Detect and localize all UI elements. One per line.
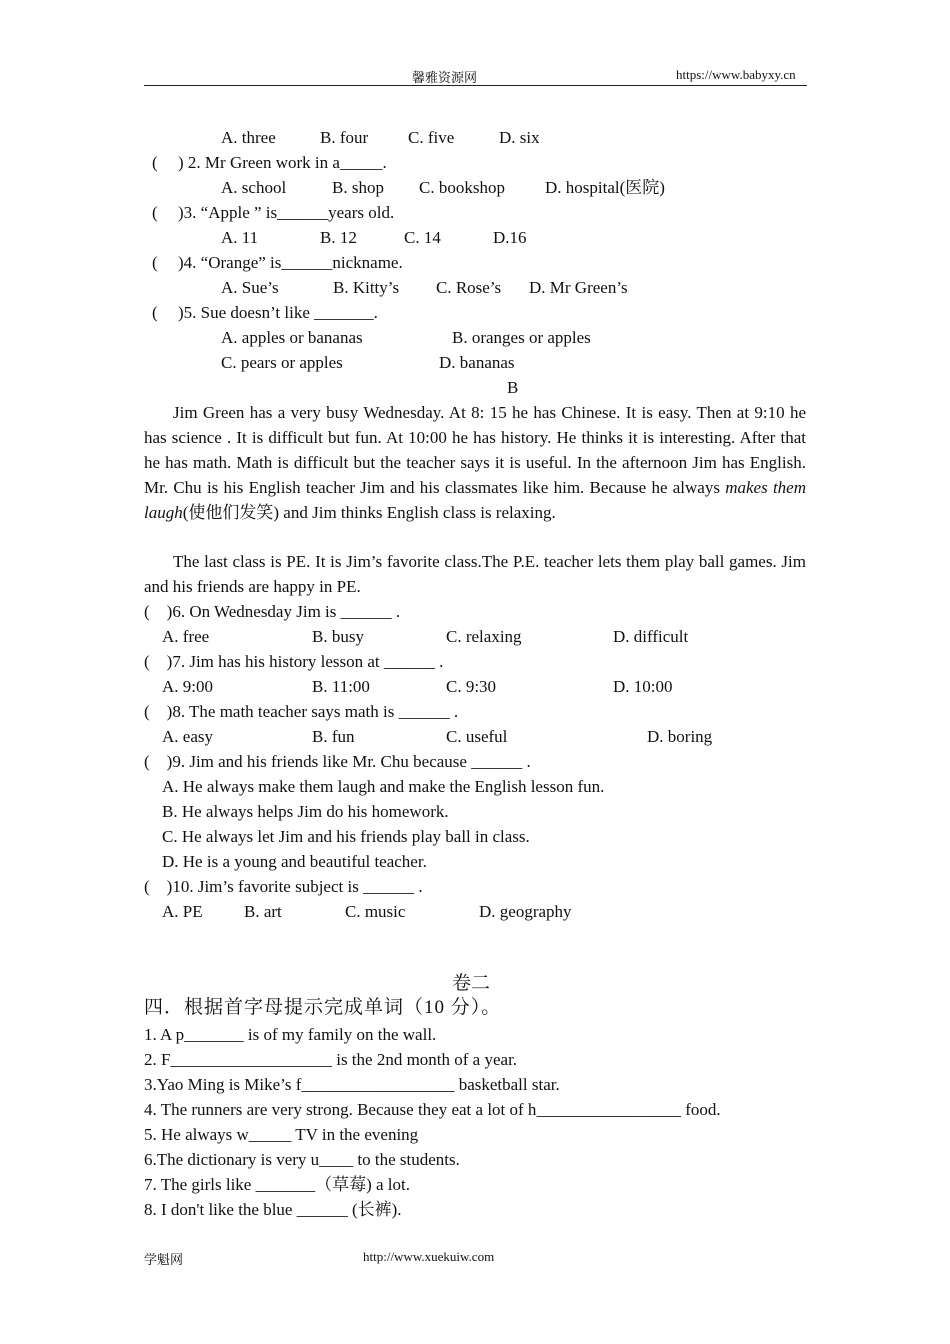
question-2-stem: ) 2. Mr Green work in a_____. bbox=[178, 153, 387, 172]
option: A. Sue’s bbox=[221, 278, 279, 297]
option: D.16 bbox=[493, 228, 527, 247]
option: C. music bbox=[345, 902, 406, 921]
option: C. relaxing bbox=[446, 627, 522, 646]
option: C. Rose’s bbox=[436, 278, 502, 297]
option: A. school bbox=[221, 178, 287, 197]
option: A. apples or bananas bbox=[221, 328, 363, 347]
fill-in-item: 6.The dictionary is very u____ to the students. bbox=[144, 1150, 460, 1169]
option: C. pears or apples bbox=[221, 353, 343, 372]
option: C. bookshop bbox=[419, 178, 505, 197]
option: B. fun bbox=[312, 727, 355, 746]
option: D. Mr Green’s bbox=[529, 278, 628, 297]
header-divider bbox=[144, 85, 807, 86]
option: A. 9:00 bbox=[162, 677, 213, 696]
option: D. six bbox=[499, 128, 540, 147]
option: B. 12 bbox=[320, 228, 357, 247]
option: B. Kitty’s bbox=[333, 278, 400, 297]
option: C. He always let Jim and his friends play ball in class. bbox=[162, 827, 530, 846]
question-7-stem: ( )7. Jim has his history lesson at ______ . bbox=[144, 652, 444, 671]
option: D. boring bbox=[647, 727, 713, 746]
option: A. easy bbox=[162, 727, 213, 746]
option: B. oranges or apples bbox=[452, 328, 591, 347]
volume-2-title: 卷二 bbox=[452, 973, 491, 994]
option: D. hospital(医院) bbox=[545, 178, 665, 197]
option: B. busy bbox=[312, 627, 364, 646]
option: C. 9:30 bbox=[446, 677, 497, 696]
question-9-stem: ( )9. Jim and his friends like Mr. Chu because ______ . bbox=[144, 752, 531, 771]
section-b-heading: B bbox=[507, 378, 519, 397]
option: D. 10:00 bbox=[613, 677, 673, 696]
option: D. geography bbox=[479, 902, 572, 921]
option: B. art bbox=[244, 902, 282, 921]
header-url[interactable]: https://www.babyxy.cn bbox=[676, 67, 796, 82]
option: C. five bbox=[408, 128, 455, 147]
fill-in-item: 8. I don't like the blue ______ (长裤). bbox=[144, 1200, 402, 1219]
fill-in-item: 7. The girls like _______（草莓) a lot. bbox=[144, 1175, 410, 1194]
question-6-stem: ( )6. On Wednesday Jim is ______ . bbox=[144, 602, 401, 621]
option: D. difficult bbox=[613, 627, 689, 646]
section-4-heading: 四．根据首字母提示完成单词（10 分）。 bbox=[144, 997, 502, 1018]
fill-in-item: 2. F___________________ is the 2nd month of a year. bbox=[144, 1050, 518, 1069]
reading-passage-paragraph-2: The last class is PE. It is Jim’s favorite class.The P.E. teacher lets them play ball games. Jim and his friends are happy in PE. bbox=[144, 552, 806, 596]
option: B. He always helps Jim do his homework. bbox=[162, 802, 449, 821]
option: D. bananas bbox=[439, 353, 515, 372]
question-4-stem: )4. “Orange” is______nickname. bbox=[178, 253, 403, 272]
emphasis-phrase: makes them laugh bbox=[144, 478, 807, 522]
option: A. PE bbox=[162, 902, 203, 921]
question-8-stem: ( )8. The math teacher says math is ______ . bbox=[144, 702, 459, 721]
answer-paren: ( bbox=[152, 203, 158, 222]
option: C. useful bbox=[446, 727, 508, 746]
question-10-stem: ( )10. Jim’s favorite subject is ______ . bbox=[144, 877, 423, 896]
reading-passage-paragraph-1: Jim Green has a very busy Wednesday. At 8: 15 he has Chinese. It is easy. Then at 9:10 he has science . It is difficult but fun. At 10:00 he has history. He thinks it is interesting. After that he has math. Math is difficult but the teacher says it is useful. In the afternoon Jim has English. Mr. Chu is his English teacher Jim and his classmates like him. Because he always makes them laugh(使他们发笑) and Jim thinks English class is relaxing. bbox=[144, 403, 807, 522]
option: A. free bbox=[162, 627, 210, 646]
option: C. 14 bbox=[404, 228, 441, 247]
answer-paren: ( bbox=[152, 303, 158, 322]
option: B. four bbox=[320, 128, 369, 147]
option: B. 11:00 bbox=[312, 677, 370, 696]
fill-in-item: 3.Yao Ming is Mike’s f__________________ basketball star. bbox=[144, 1075, 560, 1094]
option: A. 11 bbox=[221, 228, 259, 247]
answer-paren: ( bbox=[152, 253, 158, 272]
fill-in-item: 4. The runners are very strong. Because they eat a lot of h_________________ food. bbox=[144, 1100, 721, 1119]
answer-paren: ( bbox=[152, 153, 158, 172]
option: D. He is a young and beautiful teacher. bbox=[162, 852, 427, 871]
header-site-name: 馨雅资源网 bbox=[412, 70, 478, 85]
footer-url[interactable]: http://www.xuekuiw.com bbox=[363, 1249, 495, 1264]
fill-in-item: 5. He always w_____ TV in the evening bbox=[144, 1125, 419, 1144]
option: B. shop bbox=[332, 178, 384, 197]
footer-site-name: 学魁网 bbox=[144, 1252, 184, 1267]
question-3-stem: )3. “Apple ” is______years old. bbox=[178, 203, 395, 222]
option: A. He always make them laugh and make the English lesson fun. bbox=[162, 777, 605, 796]
question-5-stem: )5. Sue doesn’t like _______. bbox=[178, 303, 378, 322]
option: A. three bbox=[221, 128, 276, 147]
fill-in-item: 1. A p_______ is of my family on the wall. bbox=[144, 1025, 437, 1044]
